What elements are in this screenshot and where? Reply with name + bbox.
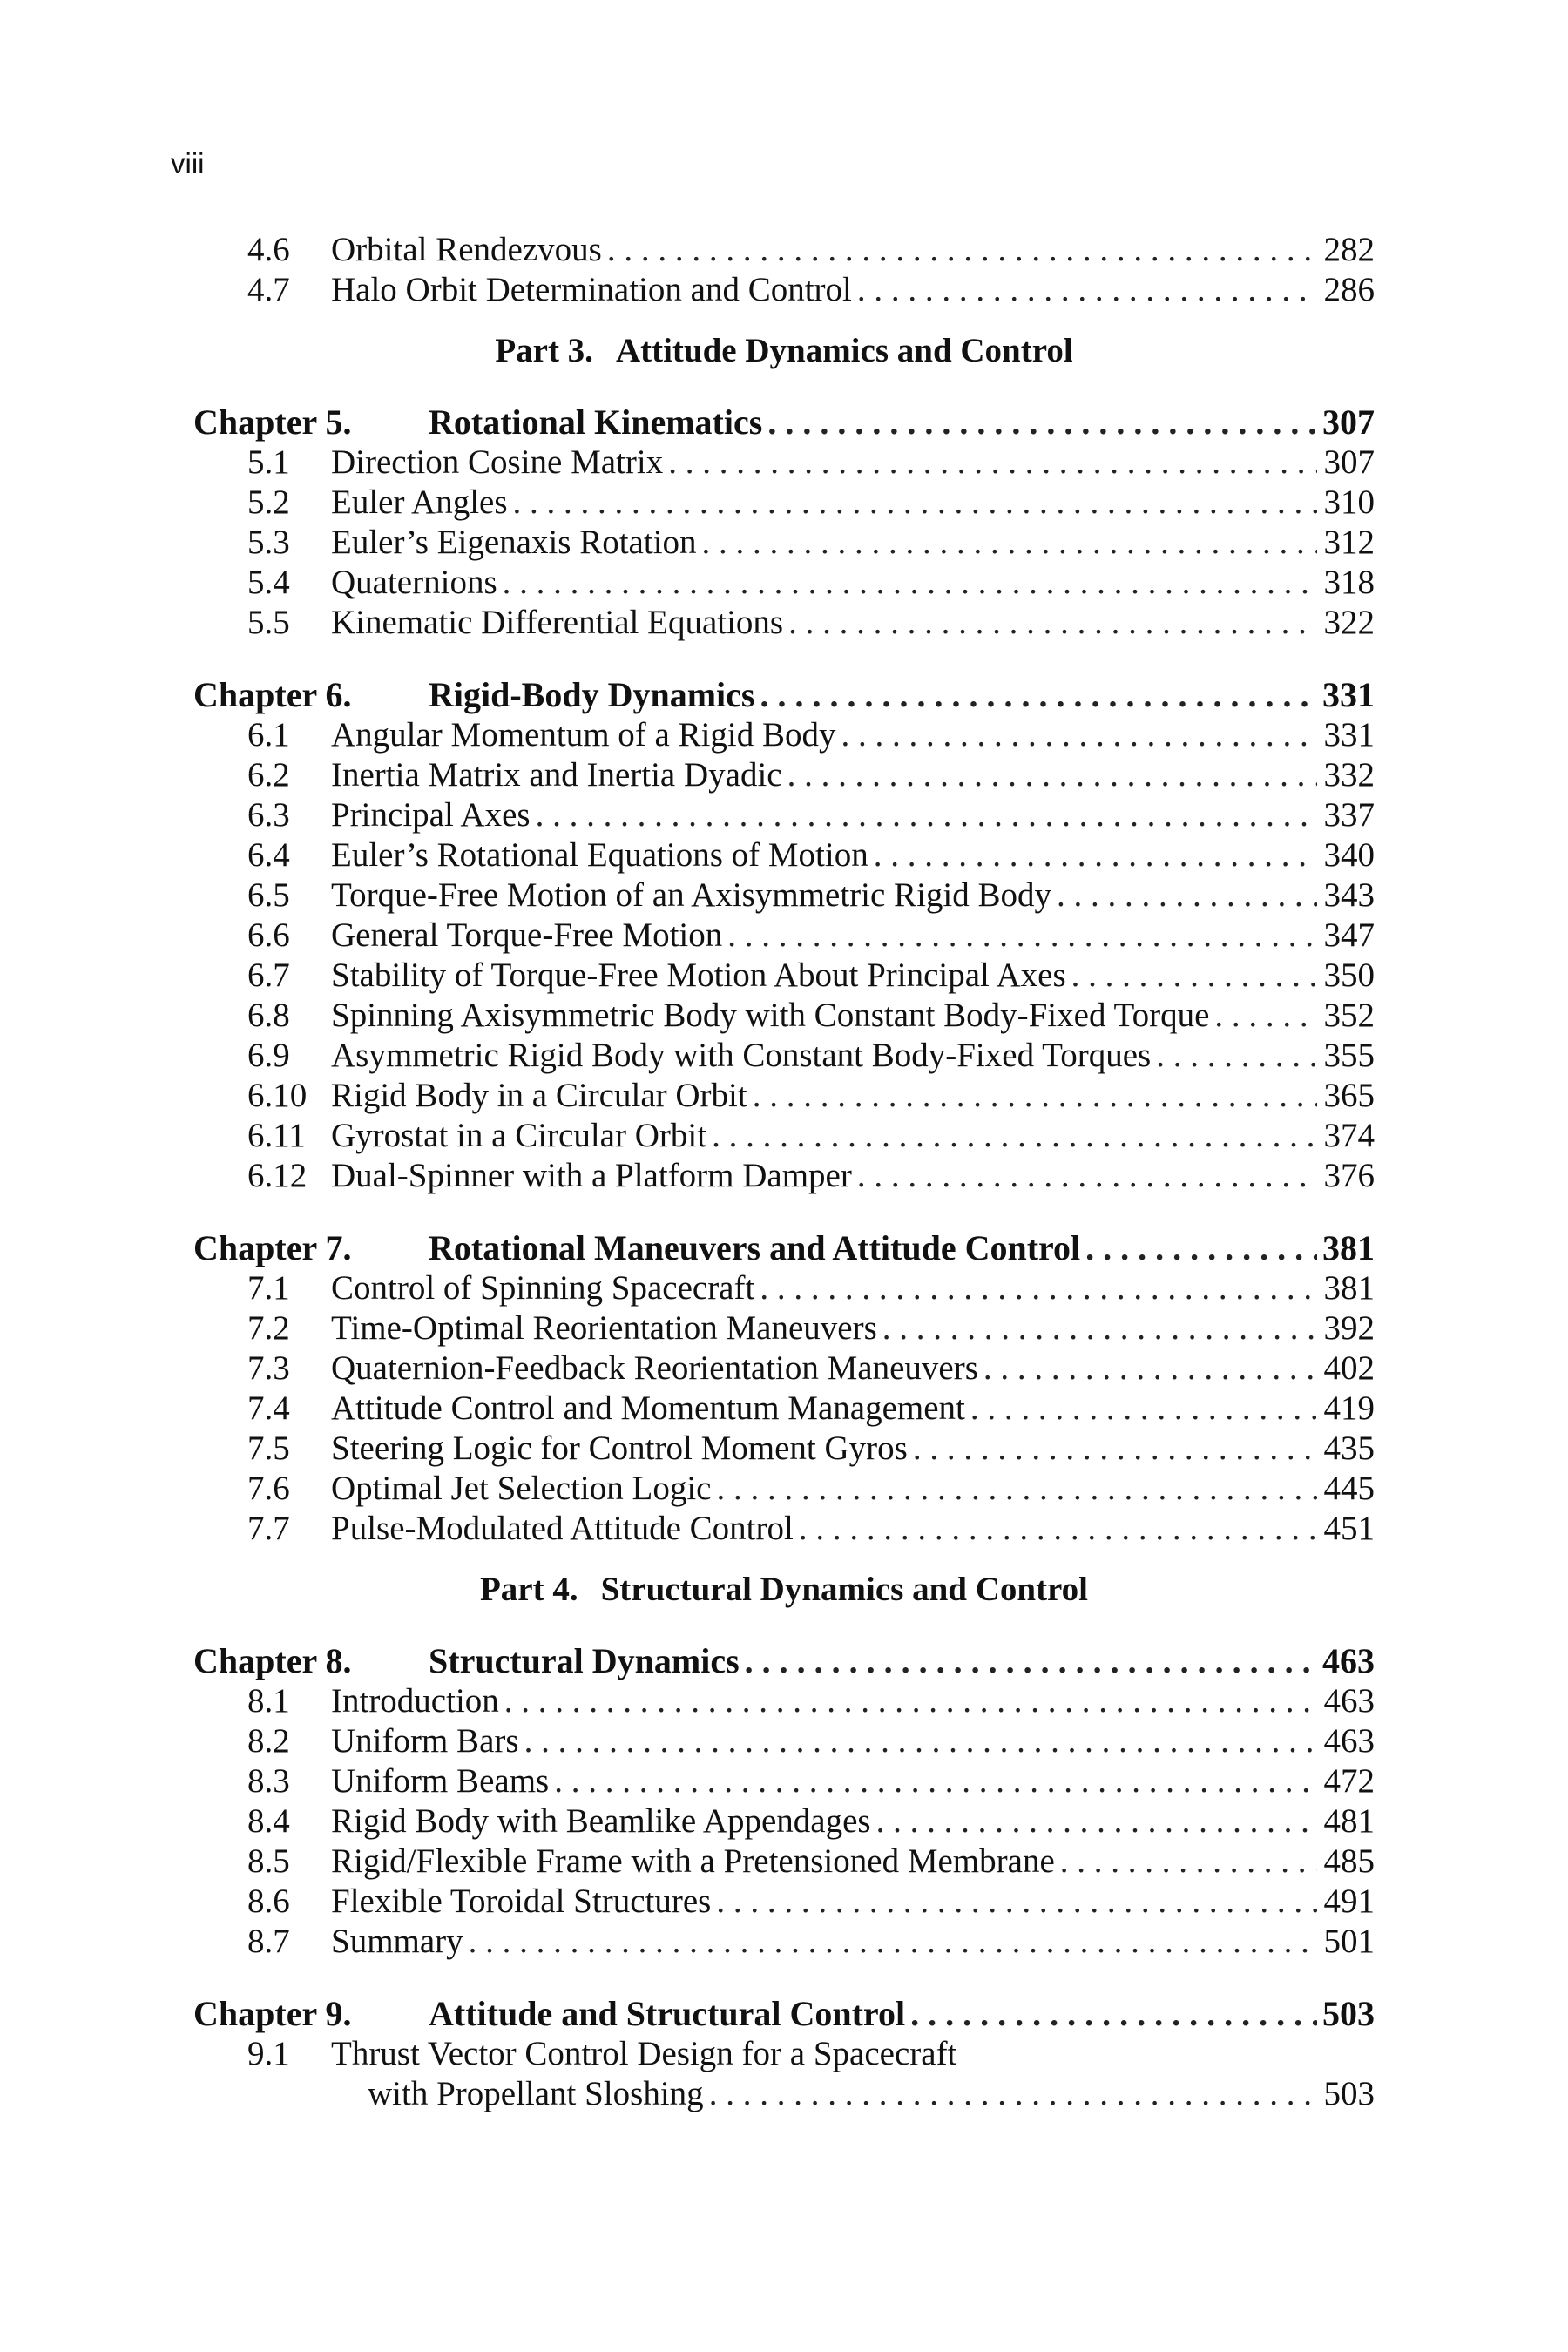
toc-entry[interactable]: [193, 1076, 1375, 1116]
section-number: 6.9: [247, 1037, 290, 1074]
section-number: 6.10: [247, 1077, 308, 1114]
toc-entry[interactable]: [193, 1761, 1375, 1801]
dot-leader: [463, 1922, 1317, 1962]
section-title: Flexible Toroidal Structures: [331, 1882, 712, 1920]
toc-entry[interactable]: [193, 956, 1375, 996]
toc-entry[interactable]: [193, 1429, 1375, 1469]
section-number: 5.5: [247, 604, 290, 641]
chapter-title: Rigid-Body Dynamics: [429, 675, 755, 714]
section-title: Optimal Jet Selection Logic: [331, 1470, 712, 1507]
chapter-label: Chapter 7.: [193, 1228, 352, 1267]
section-number: 5.4: [247, 564, 290, 601]
dot-leader: [747, 1076, 1317, 1116]
page-ref: 322: [1323, 604, 1375, 641]
section-number: 6.5: [247, 876, 290, 914]
section-title: Uniform Bars: [331, 1722, 519, 1760]
toc-entry[interactable]: [193, 1268, 1375, 1308]
chapter-label: Chapter 6.: [193, 675, 352, 714]
part-heading: [193, 331, 1375, 371]
dot-leader: [908, 1429, 1317, 1469]
section-title: Summary: [331, 1923, 463, 1960]
section-number: 9.1: [247, 2035, 290, 2072]
section-number: 8.6: [247, 1882, 290, 1920]
section-number: 7.5: [247, 1429, 290, 1467]
dot-leader: [740, 1641, 1317, 1681]
chapter-title: Rotational Kinematics: [429, 402, 763, 442]
dot-leader: [1066, 956, 1317, 996]
dot-leader: [1151, 1036, 1317, 1076]
page-ref: 376: [1323, 1157, 1375, 1194]
section-title: Euler’s Eigenaxis Rotation: [331, 524, 697, 561]
section-title: Attitude Control and Momentum Management: [331, 1389, 965, 1427]
toc-entry[interactable]: [193, 996, 1375, 1036]
toc-entry[interactable]: [193, 1036, 1375, 1076]
section-title: Asymmetric Rigid Body with Constant Body-Fixed Torques: [331, 1037, 1152, 1074]
table-of-contents: [193, 230, 1375, 2114]
part-label: Part 4.: [479, 1571, 578, 1608]
section-title: Introduction: [331, 1682, 499, 1720]
dot-leader: [704, 2074, 1317, 2114]
section-number: 4.6: [247, 231, 290, 268]
dot-leader: [531, 795, 1317, 835]
dot-leader: [722, 916, 1317, 956]
section-title: Uniform Beams: [331, 1762, 550, 1800]
chapter-label: Chapter 8.: [193, 1641, 352, 1680]
section-title: Euler’s Rotational Equations of Motion: [331, 836, 868, 874]
dot-leader: [978, 1348, 1317, 1389]
section-number: 6.12: [247, 1157, 308, 1194]
section-number: 7.7: [247, 1510, 290, 1547]
toc-entry[interactable]: [193, 1308, 1375, 1348]
toc-entry-continuation[interactable]: [193, 2074, 1375, 2114]
page-ref: 331: [1322, 675, 1375, 714]
page-ref: 352: [1323, 997, 1375, 1034]
toc-entry[interactable]: [193, 1922, 1375, 1962]
page-ref: 381: [1322, 1228, 1375, 1267]
dot-leader: [755, 675, 1318, 715]
dot-leader: [836, 715, 1317, 755]
section-title: Pulse-Modulated Attitude Control: [331, 1510, 794, 1547]
toc-entry[interactable]: [193, 835, 1375, 875]
section-title: General Torque-Free Motion: [331, 916, 723, 954]
page-ref: 347: [1323, 916, 1375, 954]
dot-leader: [519, 1721, 1317, 1761]
toc-entry[interactable]: [193, 1509, 1375, 1549]
page-ref: 481: [1323, 1802, 1375, 1840]
section-title: Kinematic Differential Equations: [331, 604, 784, 641]
section-number: 5.3: [247, 524, 290, 561]
toc-entry[interactable]: [193, 755, 1375, 795]
dot-leader: [1051, 875, 1317, 916]
page-ref: 472: [1323, 1762, 1375, 1800]
dot-leader: [711, 1882, 1317, 1922]
toc-entry[interactable]: [193, 1156, 1375, 1196]
section-title: Inertia Matrix and Inertia Dyadic: [331, 756, 782, 794]
toc-entry[interactable]: [193, 1348, 1375, 1389]
page-ref: 445: [1323, 1470, 1375, 1507]
dot-leader: [754, 1268, 1317, 1308]
section-number: 6.8: [247, 997, 290, 1034]
toc-entry[interactable]: [193, 1882, 1375, 1922]
chapter-title: Rotational Maneuvers and Attitude Control: [429, 1228, 1081, 1267]
chapter-title: Attitude and Structural Control: [429, 1994, 906, 2033]
page-ref: 503: [1323, 2075, 1375, 2112]
dot-leader: [602, 230, 1317, 270]
section-title: Principal Axes: [331, 796, 531, 834]
toc-entry[interactable]: [193, 230, 1375, 270]
dot-leader: [794, 1509, 1317, 1549]
section-title: Halo Orbit Determination and Control: [331, 271, 852, 308]
section-number: 6.3: [247, 796, 290, 834]
dot-leader: [508, 483, 1317, 523]
dot-leader: [1209, 996, 1317, 1036]
toc-entry[interactable]: [193, 563, 1375, 603]
section-number: 6.6: [247, 916, 290, 954]
section-number: 6.11: [247, 1117, 306, 1154]
chapter-label: Chapter 5.: [193, 402, 352, 442]
toc-entry[interactable]: [193, 603, 1375, 643]
part-label: Part 3.: [495, 332, 593, 369]
section-title: Direction Cosine Matrix: [331, 443, 664, 481]
page-ref: 282: [1323, 231, 1375, 268]
section-title: Euler Angles: [331, 483, 508, 521]
dot-leader: [663, 443, 1317, 483]
dot-leader: [499, 1681, 1317, 1721]
page-ref: 463: [1323, 1682, 1375, 1720]
section-title: Orbital Rendezvous: [331, 231, 602, 268]
toc-entry[interactable]: [193, 523, 1375, 563]
page-ref: 365: [1323, 1077, 1375, 1114]
page-ref: 332: [1323, 756, 1375, 794]
dot-leader: [852, 1156, 1317, 1196]
section-number: 8.5: [247, 1842, 290, 1880]
chapter-title: Structural Dynamics: [429, 1641, 740, 1680]
dot-leader: [706, 1116, 1317, 1156]
page-ref: 350: [1323, 956, 1375, 994]
page-ref: 491: [1323, 1882, 1375, 1920]
section-title: Thrust Vector Control Design for a Spacecraft: [331, 2035, 957, 2072]
toc-entry[interactable]: [193, 2034, 1375, 2074]
dot-leader: [965, 1389, 1317, 1429]
page-ref: 485: [1323, 1842, 1375, 1880]
dot-leader: [697, 523, 1317, 563]
dot-leader: [783, 603, 1317, 643]
section-title: Stability of Torque-Free Motion About Principal Axes: [331, 956, 1066, 994]
chapter-entry[interactable]: [193, 675, 1375, 715]
toc-entry[interactable]: [193, 443, 1375, 483]
section-number: 6.1: [247, 716, 290, 754]
dot-leader: [549, 1761, 1317, 1801]
section-title: Spinning Axisymmetric Body with Constant Body-Fixed Torque: [331, 997, 1210, 1034]
page-ref: 307: [1322, 402, 1375, 442]
page-ref: 503: [1322, 1994, 1375, 2033]
page-ref: 310: [1323, 483, 1375, 521]
page-ref: 286: [1323, 271, 1375, 308]
dot-leader: [905, 1994, 1317, 2034]
chapter-entry[interactable]: [193, 1994, 1375, 2034]
toc-entry[interactable]: [193, 1389, 1375, 1429]
dot-leader: [497, 563, 1317, 603]
page-ref: 337: [1323, 796, 1375, 834]
dot-leader: [782, 755, 1317, 795]
dot-leader: [762, 402, 1317, 443]
page-ref: 331: [1323, 716, 1375, 754]
dot-leader: [711, 1469, 1317, 1509]
part-title: Attitude Dynamics and Control: [615, 332, 1073, 369]
section-number: 7.2: [247, 1309, 290, 1347]
page-ref: 312: [1323, 524, 1375, 561]
section-title: Steering Logic for Control Moment Gyros: [331, 1429, 908, 1467]
section-number: 4.7: [247, 271, 290, 308]
toc-entry[interactable]: [193, 916, 1375, 956]
section-number: 7.4: [247, 1389, 290, 1427]
section-title: Angular Momentum of a Rigid Body: [331, 716, 836, 754]
chapter-entry[interactable]: [193, 1228, 1375, 1268]
dot-leader: [871, 1801, 1317, 1842]
section-title: Rigid/Flexible Frame with a Pretensioned Membrane: [331, 1842, 1055, 1880]
section-number: 6.7: [247, 956, 290, 994]
page-ref: 451: [1323, 1510, 1375, 1547]
toc-entry[interactable]: [193, 1469, 1375, 1509]
section-number: 8.2: [247, 1722, 290, 1760]
section-number: 7.1: [247, 1269, 290, 1307]
page-ref: 392: [1323, 1309, 1375, 1347]
toc-entry[interactable]: [193, 483, 1375, 523]
section-title: Rigid Body with Beamlike Appendages: [331, 1802, 871, 1840]
page-ref: 501: [1323, 1923, 1375, 1960]
page-ref: 374: [1323, 1117, 1375, 1154]
section-title: Torque-Free Motion of an Axisymmetric Rigid Body: [331, 876, 1051, 914]
page-ref: 381: [1323, 1269, 1375, 1307]
page-ref: 463: [1322, 1641, 1375, 1680]
toc-entry[interactable]: [193, 1116, 1375, 1156]
page-ref: 340: [1323, 836, 1375, 874]
section-title: Rigid Body in a Circular Orbit: [331, 1077, 747, 1114]
section-number: 7.6: [247, 1470, 290, 1507]
toc-entry[interactable]: [193, 1801, 1375, 1842]
dot-leader: [1080, 1228, 1317, 1268]
section-number: 6.2: [247, 756, 290, 794]
page-ref: 419: [1323, 1389, 1375, 1427]
section-number: 6.4: [247, 836, 290, 874]
chapter-label: Chapter 9.: [193, 1994, 352, 2033]
section-number: 8.3: [247, 1762, 290, 1800]
chapter-entry[interactable]: [193, 402, 1375, 443]
toc-entry[interactable]: [193, 1842, 1375, 1882]
section-number: 5.2: [247, 483, 290, 521]
page-ref: 318: [1323, 564, 1375, 601]
dot-leader: [877, 1308, 1317, 1348]
page-ref: 463: [1323, 1722, 1375, 1760]
section-title: Gyrostat in a Circular Orbit: [331, 1117, 707, 1154]
toc-entry[interactable]: [193, 715, 1375, 755]
chapter-entry[interactable]: [193, 1641, 1375, 1681]
section-number: 7.3: [247, 1349, 290, 1387]
toc-entry[interactable]: [193, 1721, 1375, 1761]
part-title: Structural Dynamics and Control: [600, 1571, 1088, 1608]
section-title: Time-Optimal Reorientation Maneuvers: [331, 1309, 877, 1347]
page-ref: 402: [1323, 1349, 1375, 1387]
section-title-continuation: with Propellant Sloshing: [368, 2075, 704, 2112]
section-title: Control of Spinning Spacecraft: [331, 1269, 755, 1307]
section-number: 8.7: [247, 1923, 290, 1960]
section-number: 5.1: [247, 443, 290, 481]
section-number: 8.4: [247, 1802, 290, 1840]
toc-entry[interactable]: [193, 795, 1375, 835]
page-ref: 307: [1323, 443, 1375, 481]
toc-entry[interactable]: [193, 1681, 1375, 1721]
toc-entry[interactable]: [193, 875, 1375, 916]
page-ref: 435: [1323, 1429, 1375, 1467]
section-title: Quaternion-Feedback Reorientation Maneuvers: [331, 1349, 978, 1387]
section-title: Dual-Spinner with a Platform Damper: [331, 1157, 852, 1194]
dot-leader: [852, 270, 1317, 310]
page-ref: 343: [1323, 876, 1375, 914]
section-number: 8.1: [247, 1682, 290, 1720]
page-ref: 355: [1323, 1037, 1375, 1074]
dot-leader: [1055, 1842, 1317, 1882]
toc-entry[interactable]: [193, 270, 1375, 310]
page-number: viii: [171, 147, 205, 179]
dot-leader: [868, 835, 1317, 875]
part-heading: [193, 1570, 1375, 1610]
section-title: Quaternions: [331, 564, 497, 601]
